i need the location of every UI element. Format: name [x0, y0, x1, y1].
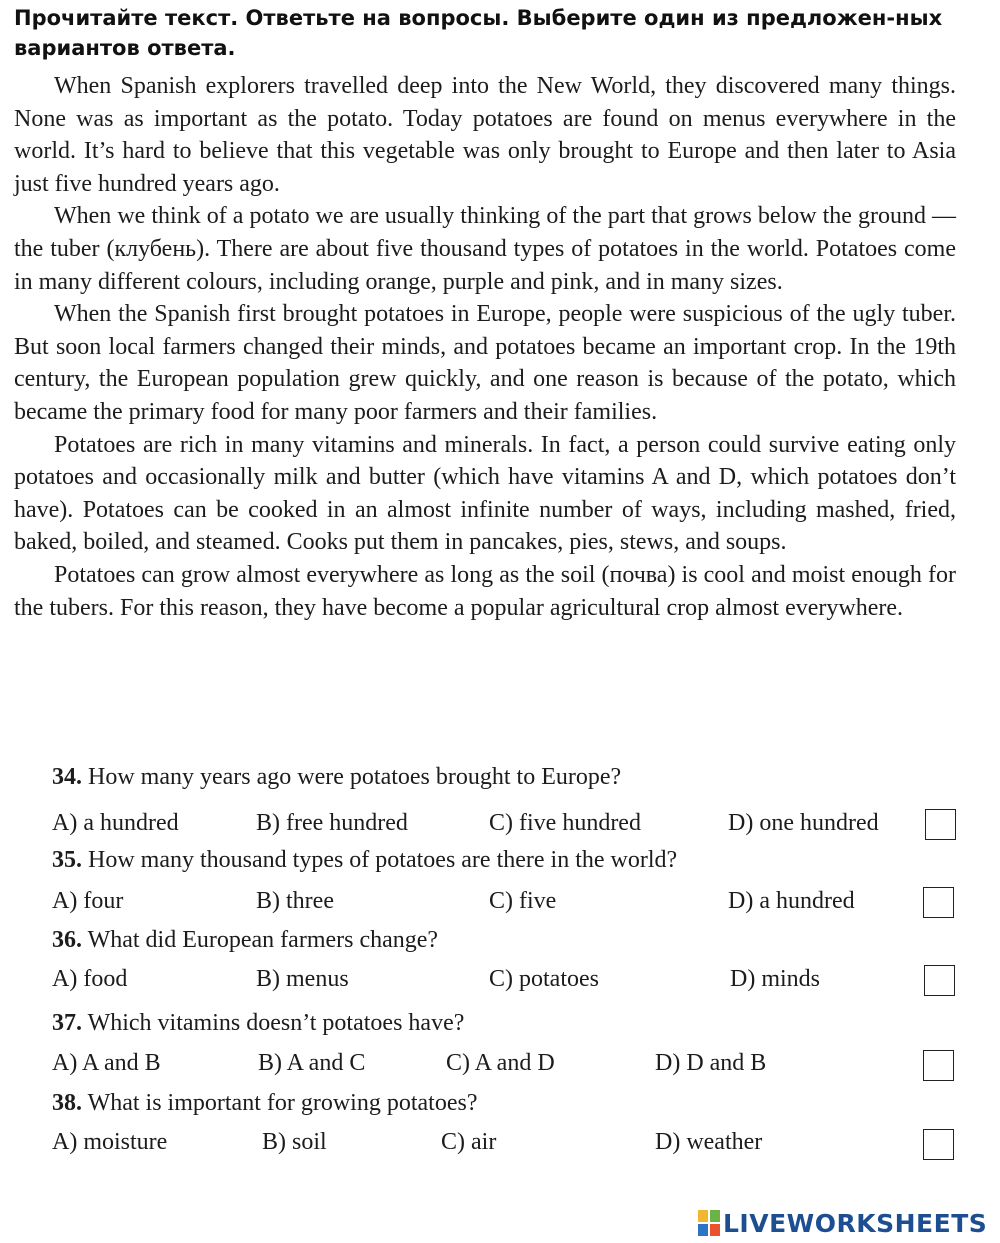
- paragraph: Potatoes can grow almost everywhere as long as the soil (почва) is cool and moist enough for the tubers. For this reason, they have become a popular agricultural crop almost everywhere.: [14, 561, 956, 621]
- option-a: A) a hundred: [52, 810, 179, 836]
- worksheet-icon: [698, 1210, 720, 1236]
- question-text: Which vitamins doesn’t potatoes have?: [87, 1010, 465, 1036]
- option-d: D) weather: [655, 1129, 763, 1155]
- answer-box-37[interactable]: [923, 1050, 954, 1081]
- paragraph: When we think of a potato we are usually thinking of the part that grows below the ground — the tuber (клубень). There are about five thousand types of potatoes in the world. Potatoes come in many different colours, including orange, purple and pink, and in many sizes.: [14, 203, 956, 295]
- option-d: D) minds: [730, 966, 820, 992]
- question-number: 36.: [52, 927, 82, 953]
- option-a: A) food: [52, 966, 128, 992]
- question-35: [52, 847, 952, 874]
- option-d: D) a hundred: [728, 888, 855, 914]
- answer-box-35[interactable]: [923, 887, 954, 918]
- answer-box-34[interactable]: [925, 809, 956, 840]
- question-37: [52, 1010, 952, 1037]
- option-c: C) A and D: [446, 1050, 555, 1076]
- paragraph: When the Spanish first brought potatoes in Europe, people were suspicious of the ugly tuber. But soon local farmers changed their minds, and potatoes became an important crop. In the 19th century, the European population grew quickly, and one reason is because of the potato, which became the primary food for many poor farmers and their families.: [14, 301, 956, 425]
- option-b: B) A and C: [258, 1050, 366, 1076]
- answer-box-38[interactable]: [923, 1129, 954, 1160]
- option-a: A) A and B: [52, 1050, 161, 1076]
- option-c: C) five hundred: [489, 810, 641, 836]
- liveworksheets-logo: [698, 1206, 987, 1240]
- instruction-heading: Прочитайте текст. Ответьте на вопросы. Выберите один из предложен-ных вариантов ответа.: [14, 6, 943, 60]
- option-d: D) one hundred: [728, 810, 879, 836]
- question-text: How many years ago were potatoes brought to Europe?: [88, 764, 622, 790]
- question-38: [52, 1090, 952, 1117]
- option-b: B) menus: [256, 966, 349, 992]
- question-text: What is important for growing potatoes?: [87, 1090, 478, 1116]
- question-36: [52, 927, 952, 954]
- question-text: What did European farmers change?: [87, 927, 439, 953]
- question-number: 34.: [52, 764, 82, 790]
- option-a: A) four: [52, 888, 124, 914]
- reading-text: [14, 70, 956, 624]
- option-b: B) three: [256, 888, 334, 914]
- option-b: B) soil: [262, 1129, 327, 1155]
- paragraph: Potatoes are rich in many vitamins and minerals. In fact, a person could survive eating only potatoes and occasionally milk and butter (which have vitamins A and D, which potatoes don’t have). Potatoes can be cooked in an almost infinite number of ways, including mashed, fried, baked, boiled, and steamed. Cooks put them in pancakes, pies, stews, and soups.: [14, 431, 956, 556]
- brand-name: LIVEWORKSHEETS: [723, 1208, 988, 1238]
- option-c: C) air: [441, 1129, 497, 1155]
- question-number: 35.: [52, 847, 82, 873]
- option-a: A) moisture: [52, 1129, 168, 1155]
- option-d: D) D and B: [655, 1050, 767, 1076]
- option-c: C) five: [489, 888, 557, 914]
- question-text: How many thousand types of potatoes are there in the world?: [88, 847, 678, 873]
- option-c: C) potatoes: [489, 966, 599, 992]
- question-number: 37.: [52, 1010, 82, 1036]
- paragraph: When Spanish explorers travelled deep into the New World, they discovered many things. None was as important as the potato. Today potatoes are found on menus everywhere in the world. It’s hard to believe that this vegetable was only brought to Europe and then later to Asia just five hundred years ago.: [14, 73, 956, 197]
- option-b: B) free hundred: [256, 810, 408, 836]
- answer-box-36[interactable]: [924, 965, 955, 996]
- question-34: [52, 764, 952, 791]
- question-number: 38.: [52, 1090, 82, 1116]
